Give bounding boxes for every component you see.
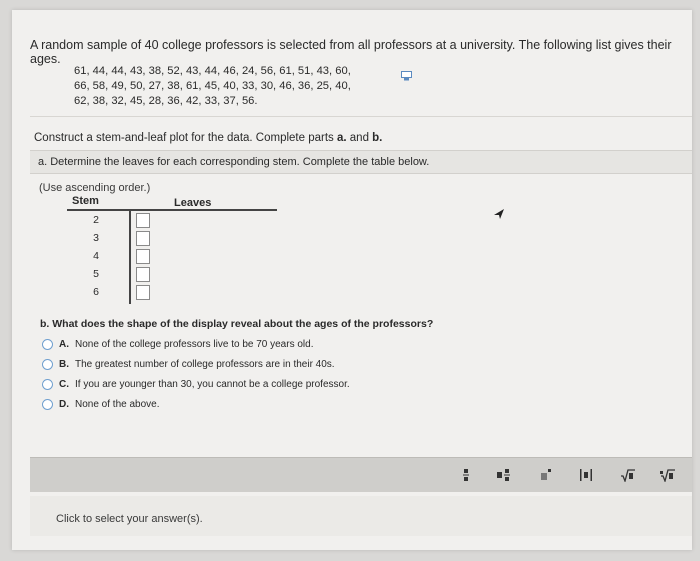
square-root-icon[interactable]: [620, 468, 636, 482]
ages-data-line: 62, 38, 32, 45, 28, 36, 42, 33, 37, 56.: [74, 95, 258, 107]
question-panel: [12, 10, 692, 550]
part-a-label: a. Determine the leaves for each corresponding stem. Complete the table below.: [38, 156, 430, 168]
leaves-input-stem-2[interactable]: [136, 213, 150, 228]
fraction-icon[interactable]: [458, 468, 474, 482]
radio-button[interactable]: [42, 339, 53, 350]
ascending-order-hint: (Use ascending order.): [39, 182, 151, 194]
mixed-number-icon[interactable]: [496, 468, 512, 482]
leaves-input-stem-5[interactable]: [136, 267, 150, 282]
radio-button[interactable]: [42, 379, 53, 390]
ages-data-line: 66, 58, 49, 50, 27, 38, 61, 45, 40, 33, 30, 46, 36, 25, 40,: [74, 80, 351, 92]
stem-value: 3: [93, 232, 99, 244]
option-d[interactable]: D. None of the above.: [42, 399, 160, 410]
ages-data-list: [74, 64, 351, 109]
math-toolbar: [30, 457, 692, 492]
mouse-cursor-icon: [494, 208, 504, 226]
stem-value: 5: [93, 268, 99, 280]
leaves-input-stem-6[interactable]: [136, 285, 150, 300]
exponent-icon[interactable]: [538, 468, 554, 482]
nth-root-icon[interactable]: [660, 468, 676, 482]
part-b-question: b. What does the shape of the display reveal about the ages of the professors?: [40, 318, 434, 330]
stem-leaf-divider: [129, 211, 131, 304]
part-a-header: [30, 150, 692, 174]
radio-button[interactable]: [42, 399, 53, 410]
absolute-value-icon[interactable]: [578, 468, 594, 482]
instruction-text: Construct a stem-and-leaf plot for the data. Complete parts a. and b.: [34, 132, 383, 144]
stem-header: Stem: [72, 195, 99, 207]
radio-button[interactable]: [42, 359, 53, 370]
leaves-header: Leaves: [174, 197, 212, 209]
divider: [30, 116, 692, 117]
question-text: A random sample of 40 college professors is selected from all professors at a university. The following list gives their ages.: [30, 38, 672, 66]
select-answer-hint: Click to select your answer(s).: [56, 513, 203, 525]
leaves-input-stem-3[interactable]: [136, 231, 150, 246]
option-c[interactable]: C. If you are younger than 30, you cannot be a college professor.: [42, 379, 350, 390]
expand-data-icon[interactable]: [401, 68, 412, 86]
stem-value: 6: [93, 286, 99, 298]
table-header-rule: [67, 209, 277, 211]
answer-status-bar: [30, 496, 692, 536]
leaves-input-stem-4[interactable]: [136, 249, 150, 264]
option-b[interactable]: B. The greatest number of college professors are in their 40s.: [42, 359, 335, 370]
ages-data-line: 61, 44, 44, 43, 38, 52, 43, 44, 46, 24, 56, 61, 51, 43, 60,: [74, 65, 351, 77]
stem-value: 2: [93, 214, 99, 226]
stem-value: 4: [93, 250, 99, 262]
option-a[interactable]: A. None of the college professors live to be 70 years old.: [42, 339, 313, 350]
